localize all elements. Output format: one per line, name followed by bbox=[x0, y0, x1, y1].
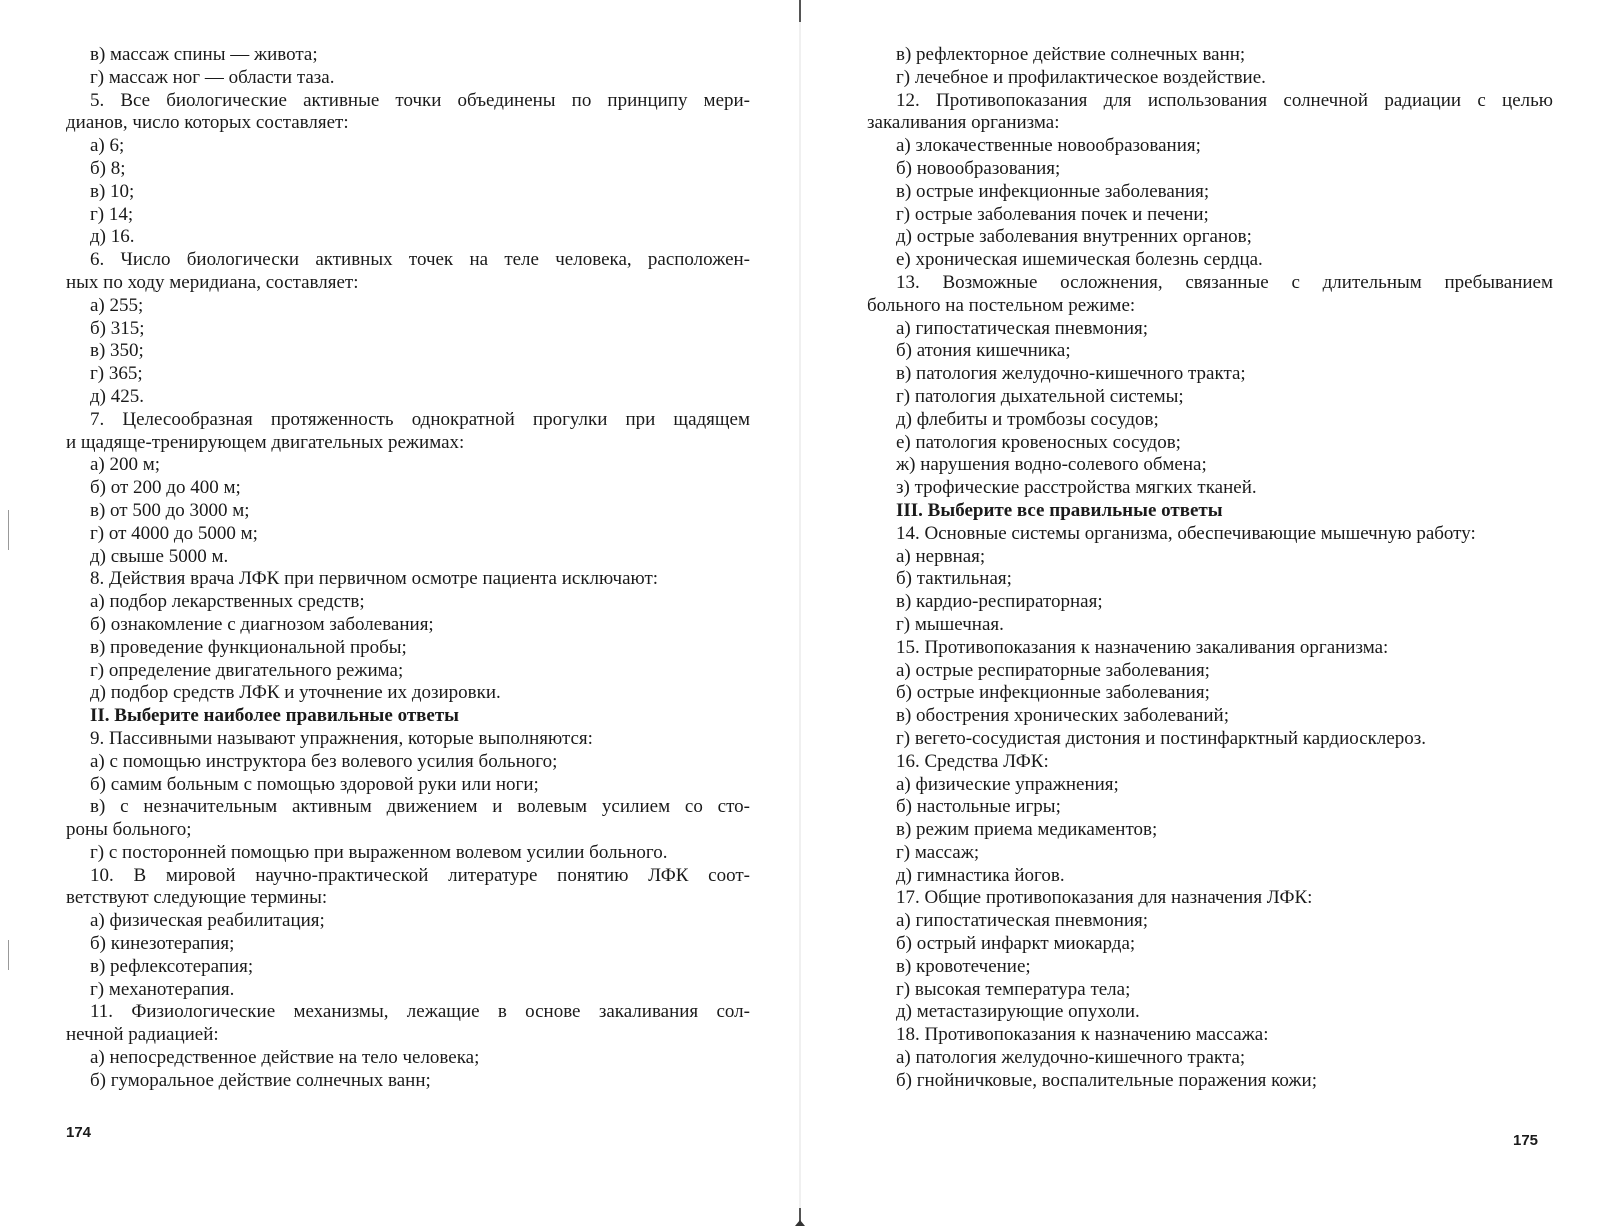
text-line: б) острый инфаркт миокарда; bbox=[896, 933, 1136, 955]
text-line: в) острые инфекционные заболевания; bbox=[896, 180, 1210, 202]
text-line: д) метастазирующие опухоли. bbox=[896, 1001, 1140, 1023]
text-line: б) тактильная; bbox=[896, 568, 1012, 590]
text-line: в) рефлексотерапия; bbox=[90, 955, 254, 977]
text-line: 11. Физиологические механизмы, лежащие в основе закаливания сол- bbox=[90, 1001, 750, 1023]
text-line: г) массаж ног — области таза. bbox=[90, 66, 335, 88]
right-page-text bbox=[867, 44, 1553, 1093]
top-crop-mark bbox=[799, 0, 801, 22]
text-line: роны больного; bbox=[66, 819, 192, 841]
text-line: в) кардио-респираторная; bbox=[896, 591, 1103, 613]
text-line: д) флебиты и тромбозы сосудов; bbox=[896, 408, 1159, 430]
text-line: г) от 4000 до 5000 м; bbox=[90, 522, 258, 544]
text-line: 17. Общие противопоказания для назначения ЛФК: bbox=[896, 887, 1313, 909]
text-line: 16. Средства ЛФК: bbox=[896, 750, 1049, 772]
text-line: б) настольные игры; bbox=[896, 796, 1061, 818]
section-heading: III. Выберите все правильные ответы bbox=[896, 499, 1223, 521]
text-line: б) кинезотерапия; bbox=[90, 933, 235, 955]
text-line: 14. Основные системы организма, обеспечивающие мышечную работу: bbox=[896, 522, 1476, 544]
text-line: г) с посторонней помощью при выраженном волевом усилии больного. bbox=[90, 841, 668, 863]
text-line: д) острые заболевания внутренних органов; bbox=[896, 226, 1252, 248]
text-line: 7. Целесообразная протяженность однократной прогулки при щадящем bbox=[90, 408, 750, 430]
text-line: б) 315; bbox=[90, 317, 145, 339]
text-line: а) нервная; bbox=[896, 545, 986, 567]
text-line: в) 350; bbox=[90, 340, 144, 362]
text-line: а) 200 м; bbox=[90, 454, 161, 476]
text-line: ных по ходу меридиана, составляет: bbox=[66, 271, 359, 293]
text-line: в) кровотечение; bbox=[896, 955, 1031, 977]
text-line: г) определение двигательного режима; bbox=[90, 659, 404, 681]
text-line: г) 14; bbox=[90, 203, 134, 225]
text-line: г) вегето-сосудистая дистония и постинфарктный кардиосклероз. bbox=[896, 727, 1427, 749]
text-line: а) 255; bbox=[90, 294, 144, 316]
text-line: а) физическая реабилитация; bbox=[90, 910, 325, 932]
text-line: дианов, число которых составляет: bbox=[66, 112, 349, 134]
text-line: и щадяще-тренирующем двигательных режимах: bbox=[66, 431, 465, 453]
text-line: г) мышечная. bbox=[896, 613, 1004, 635]
text-line: д) гимнастика йогов. bbox=[896, 864, 1065, 886]
text-line: 5. Все биологические активные точки объединены по принципу мери- bbox=[90, 89, 750, 111]
text-line: б) острые инфекционные заболевания; bbox=[896, 682, 1210, 704]
text-line: 9. Пассивными называют упражнения, которые выполняются: bbox=[90, 727, 593, 749]
text-line: 10. В мировой научно-практической литературе понятию ЛФК соот- bbox=[90, 864, 750, 886]
text-line: б) гуморальное действие солнечных ванн; bbox=[90, 1069, 431, 1091]
text-line: 18. Противопоказания к назначению массажа: bbox=[896, 1024, 1269, 1046]
text-line: а) 6; bbox=[90, 135, 125, 157]
text-line: г) патология дыхательной системы; bbox=[896, 385, 1184, 407]
left-page-number: 174 bbox=[66, 1124, 92, 1141]
text-line: а) гипостатическая пневмония; bbox=[896, 910, 1149, 932]
text-line: ж) нарушения водно-солевого обмена; bbox=[896, 454, 1207, 476]
text-line: д) 425. bbox=[90, 385, 144, 407]
section-heading: II. Выберите наиболее правильные ответы bbox=[90, 705, 460, 727]
text-line: д) свыше 5000 м. bbox=[90, 545, 229, 567]
right-page-number: 175 bbox=[1513, 1132, 1539, 1149]
text-line: больного на постельном режиме: bbox=[867, 294, 1136, 316]
text-line: д) 16. bbox=[90, 226, 135, 248]
text-line: г) массаж; bbox=[896, 841, 980, 863]
text-line: е) хроническая ишемическая болезнь сердца. bbox=[896, 249, 1263, 271]
text-line: в) от 500 до 3000 м; bbox=[90, 499, 250, 521]
text-line: з) трофические расстройства мягких тканей. bbox=[896, 477, 1257, 499]
text-line: а) патология желудочно-кишечного тракта; bbox=[896, 1047, 1246, 1069]
text-line: б) от 200 до 400 м; bbox=[90, 477, 241, 499]
text-line: г) механотерапия. bbox=[90, 978, 235, 1000]
text-line: д) подбор средств ЛФК и уточнение их дозировки. bbox=[90, 682, 501, 704]
left-edge-scan-mark bbox=[8, 940, 9, 970]
text-line: 12. Противопоказания для использования солнечной радиации с целью bbox=[896, 89, 1553, 111]
text-line: в) проведение функциональной пробы; bbox=[90, 636, 407, 658]
text-line: б) атония кишечника; bbox=[896, 340, 1071, 362]
text-line: ветствуют следующие термины: bbox=[66, 887, 328, 909]
text-line: г) 365; bbox=[90, 363, 143, 385]
text-line: б) самим больным с помощью здоровой руки или ноги; bbox=[90, 773, 539, 795]
text-line: а) подбор лекарственных средств; bbox=[90, 591, 365, 613]
text-line: б) 8; bbox=[90, 157, 126, 179]
text-line: а) с помощью инструктора без волевого усилия больного; bbox=[90, 750, 558, 772]
text-line: б) гнойничковые, воспалительные поражения кожи; bbox=[896, 1069, 1317, 1091]
text-line: в) режим приема медикаментов; bbox=[896, 819, 1158, 841]
text-line: а) непосредственное действие на тело человека; bbox=[90, 1047, 480, 1069]
text-line: г) лечебное и профилактическое воздействие. bbox=[896, 66, 1266, 88]
text-line: а) злокачественные новообразования; bbox=[896, 135, 1201, 157]
text-line: а) гипостатическая пневмония; bbox=[896, 317, 1149, 339]
text-line: а) физические упражнения; bbox=[896, 773, 1119, 795]
text-line: 15. Противопоказания к назначению закаливания организма: bbox=[896, 636, 1389, 658]
book-gutter bbox=[799, 0, 801, 1226]
text-line: е) патология кровеносных сосудов; bbox=[896, 431, 1181, 453]
text-line: в) массаж спины — живота; bbox=[90, 44, 318, 65]
text-line: в) патология желудочно-кишечного тракта; bbox=[896, 363, 1246, 385]
text-line: а) острые респираторные заболевания; bbox=[896, 659, 1210, 681]
text-line: б) новообразования; bbox=[896, 157, 1061, 179]
text-line: 8. Действия врача ЛФК при первичном осмотре пациента исключают: bbox=[90, 568, 659, 590]
text-line: б) ознакомление с диагнозом заболевания; bbox=[90, 613, 434, 635]
text-line: в) 10; bbox=[90, 180, 135, 202]
left-page-text bbox=[66, 44, 750, 1093]
left-page bbox=[0, 0, 790, 1226]
text-line: нечной радиацией: bbox=[66, 1024, 219, 1046]
text-line: г) высокая температура тела; bbox=[896, 978, 1131, 1000]
text-line: закаливания организма: bbox=[867, 112, 1060, 134]
text-line: 6. Число биологически активных точек на теле человека, расположен- bbox=[90, 249, 750, 271]
right-page bbox=[802, 0, 1600, 1226]
text-line: г) острые заболевания почек и печени; bbox=[896, 203, 1209, 225]
left-edge-scan-mark bbox=[8, 510, 9, 550]
text-line: в) обострения хронических заболеваний; bbox=[896, 705, 1230, 727]
text-line: в) рефлекторное действие солнечных ванн; bbox=[896, 44, 1246, 65]
text-line: 13. Возможные осложнения, связанные с длительным пребыванием bbox=[896, 271, 1553, 293]
text-line: в) с незначительным активным движением и волевым усилием со сто- bbox=[90, 796, 750, 818]
